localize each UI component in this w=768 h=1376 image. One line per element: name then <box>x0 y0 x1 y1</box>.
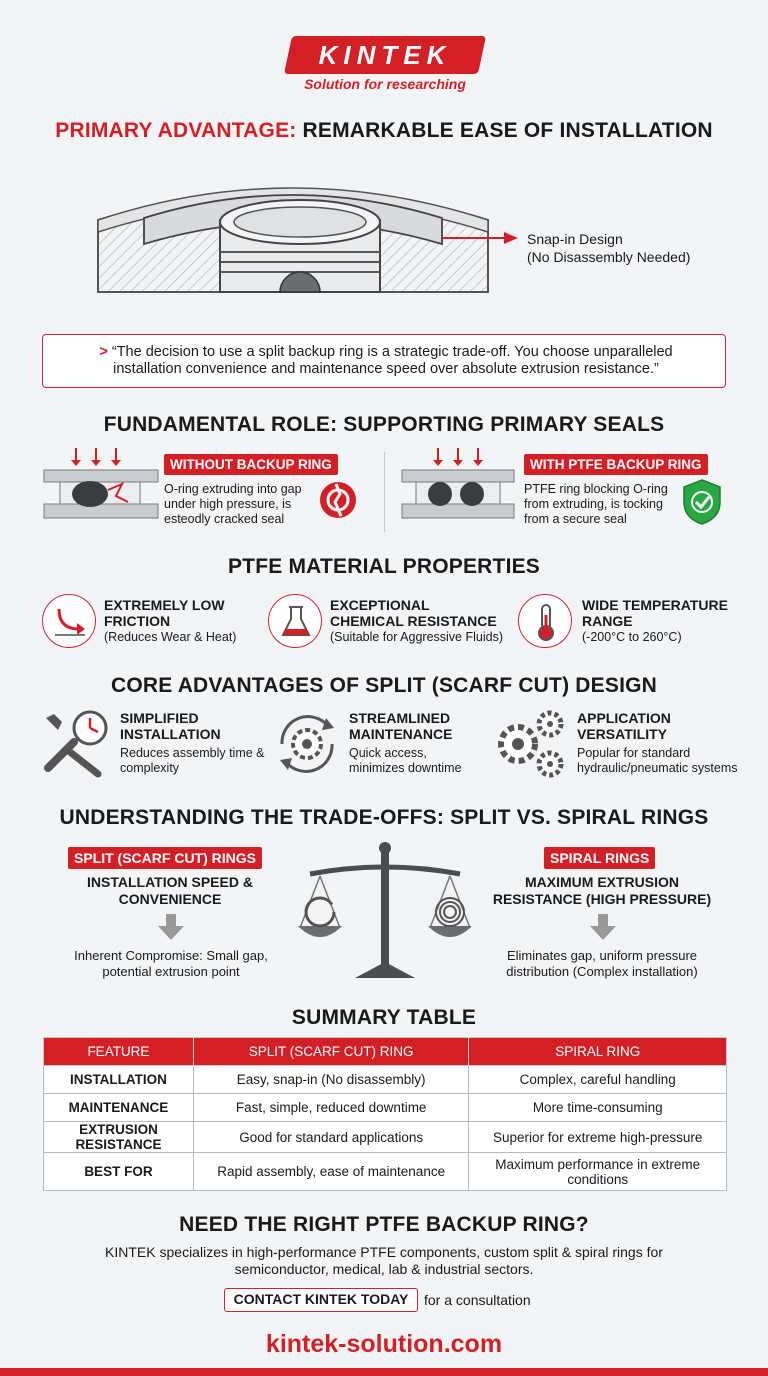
ptfe-properties-title: PTFE MATERIAL PROPERTIES <box>227 555 541 578</box>
core-item-title: APPLICATION VERSATILITY <box>577 710 671 742</box>
split-rings-heading: INSTALLATION SPEED & CONVENIENCE <box>87 874 253 907</box>
footer-bar <box>0 1368 768 1376</box>
ptfe-item-title: WIDE TEMPERATURE RANGE <box>582 597 728 629</box>
flask-icon <box>268 594 322 648</box>
brand-logo: KINTEK <box>318 40 452 70</box>
column-header: SPLIT (SCARF CUT) RING <box>193 1038 469 1066</box>
ptfe-item-title: EXTREMELY LOW FRICTION <box>104 597 225 629</box>
down-arrow-icon <box>158 914 184 942</box>
brand-tagline: Solution for researching <box>304 76 466 92</box>
table-cell: More time-consuming <box>469 1094 727 1122</box>
primary-advantage-title: PRIMARY ADVANTAGE: REMARKABLE EASE OF INSTALLATION <box>55 119 713 142</box>
ptfe-item-sub: (Reduces Wear & Heat) <box>104 630 237 644</box>
maintenance-cycle-icon <box>272 708 342 780</box>
table-cell: INSTALLATION <box>44 1066 194 1094</box>
cta-title: NEED THE RIGHT PTFE BACKUP RING? <box>179 1213 589 1236</box>
without-backup-ring-diagram <box>42 444 160 530</box>
strategy-quote: > “The decision to use a split backup ring is a strategic trade-off. You choose unparalleled installation convenience and maintenance speed over absolute extrusion resistance.” <box>42 334 726 388</box>
seal-cross-section-illustration <box>92 160 512 300</box>
wrench-clock-icon <box>40 708 112 780</box>
with-backup-ring-tag: WITH PTFE BACKUP RING <box>524 454 708 475</box>
tradeoffs-title: UNDERSTANDING THE TRADE-OFFS: SPLIT VS. SPIRAL RINGS <box>59 806 709 829</box>
thermometer-icon <box>518 594 572 648</box>
ptfe-item-title: EXCEPTIONAL CHEMICAL RESISTANCE <box>330 597 497 629</box>
table-cell: EXTRUSION RESISTANCE <box>44 1122 194 1153</box>
down-arrow-icon <box>590 914 616 942</box>
table-row <box>44 1094 727 1122</box>
table-row <box>44 1066 727 1094</box>
table-cell: Fast, simple, reduced downtime <box>193 1094 469 1122</box>
spiral-rings-tag: SPIRAL RINGS <box>544 847 655 869</box>
split-rings-note: Inherent Compromise: Small gap, potential extrusion point <box>74 948 268 979</box>
ptfe-item-sub: (-200°C to 260°C) <box>582 630 682 644</box>
spiral-rings-note: Eliminates gap, uniform pressure distribution (Complex installation) <box>506 948 698 979</box>
core-item-sub: Popular for standard hydraulic/pneumatic systems <box>577 746 738 775</box>
table-cell: MAINTENANCE <box>44 1094 194 1122</box>
divider <box>384 452 385 532</box>
snap-in-callout: Snap-in Design (No Disassembly Needed) <box>527 231 691 265</box>
table-cell: Easy, snap-in (No disassembly) <box>193 1066 469 1094</box>
fundamental-role-title: FUNDAMENTAL ROLE: SUPPORTING PRIMARY SEALS <box>103 413 665 436</box>
ptfe-item-sub: (Suitable for Aggressive Fluids) <box>330 630 503 644</box>
spiral-rings-heading: MAXIMUM EXTRUSION RESISTANCE (HIGH PRESSURE) <box>492 874 712 907</box>
cracked-seal-icon <box>318 480 358 520</box>
table-cell: Good for standard applications <box>193 1122 469 1153</box>
table-cell: BEST FOR <box>44 1153 194 1191</box>
table-cell: Maximum performance in extreme conditions <box>469 1153 727 1191</box>
website-link[interactable]: kintek-solution.com <box>265 1330 503 1358</box>
core-advantages-title: CORE ADVANTAGES OF SPLIT (SCARF CUT) DESIGN <box>110 674 658 697</box>
core-item-sub: Quick access, minimizes downtime <box>349 746 462 775</box>
summary-table <box>43 1037 727 1191</box>
column-header: SPIRAL RING <box>469 1038 727 1066</box>
without-backup-ring-tag: WITHOUT BACKUP RING <box>164 454 338 475</box>
table-cell: Complex, careful handling <box>469 1066 727 1094</box>
table-row <box>44 1153 727 1191</box>
gears-icon <box>494 708 570 780</box>
split-rings-tag: SPLIT (SCARF CUT) RINGS <box>68 847 262 869</box>
with-backup-ring-text: PTFE ring blocking O-ring from extruding, is tocking from a secure seal <box>524 482 668 526</box>
cta-suffix: for a consultation <box>424 1292 531 1308</box>
low-friction-icon <box>42 594 96 648</box>
core-item-title: SIMPLIFIED INSTALLATION <box>120 710 221 742</box>
shield-check-icon <box>680 478 724 526</box>
core-item-sub: Reduces assembly time & complexity <box>120 746 265 775</box>
with-backup-ring-diagram <box>400 444 516 530</box>
balance-scale-icon <box>290 838 480 984</box>
core-item-title: STREAMLINED MAINTENANCE <box>349 710 453 742</box>
without-backup-ring-text: O-ring extruding into gap under high pressure, is esteodly cracked seal <box>164 482 302 526</box>
table-row <box>44 1122 727 1153</box>
table-header-row <box>44 1038 727 1066</box>
contact-button[interactable]: CONTACT KINTEK TODAY <box>224 1288 418 1312</box>
column-header: FEATURE <box>44 1038 194 1066</box>
table-cell: Superior for extreme high-pressure <box>469 1122 727 1153</box>
table-cell: Rapid assembly, ease of maintenance <box>193 1153 469 1191</box>
cta-text: KINTEK specializes in high-performance PTFE components, custom split & spiral rings for semiconductor, medical, lab & industrial sectors. <box>105 1244 663 1277</box>
callout-arrow-icon <box>504 230 522 246</box>
summary-title: SUMMARY TABLE <box>291 1006 477 1029</box>
